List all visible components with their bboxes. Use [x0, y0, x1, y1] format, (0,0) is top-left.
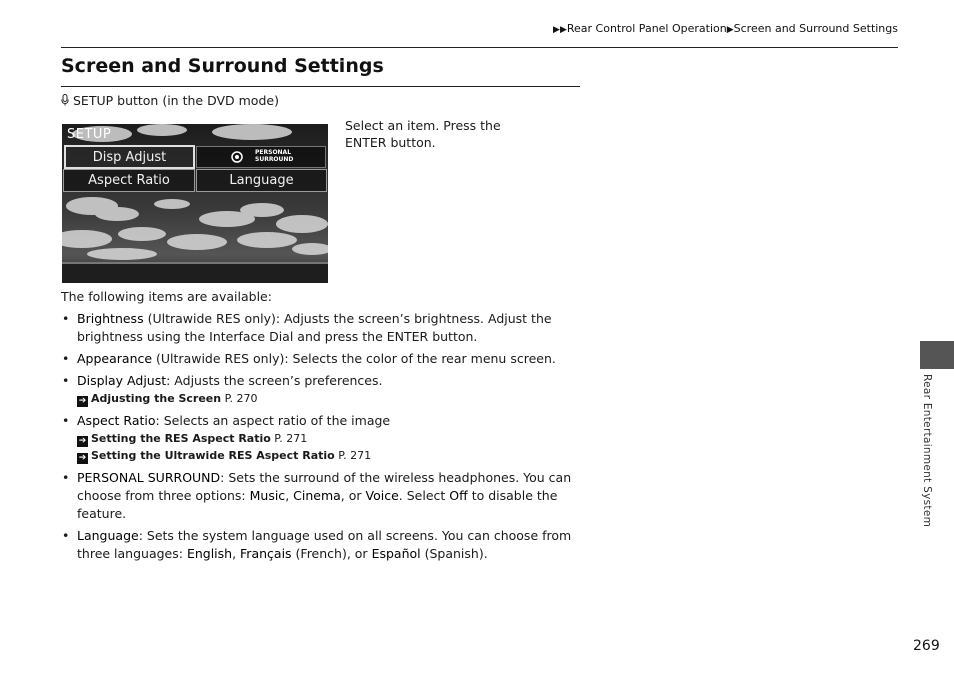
- header-rule: [61, 47, 898, 48]
- list-item-personal-surround: • PERSONAL SURROUND: Sets the surround of the wireless headphones. You can choose from three options: Music, Cinema, or Voice. Select Off to disable the feature.: [62, 469, 572, 521]
- instruction-text: Select an item. Press the ENTER button.: [345, 118, 501, 150]
- surround-icon: [231, 151, 243, 163]
- disp-adjust-label: Disp Adjust: [92, 149, 167, 165]
- section-side-label: Rear Entertainment System: [921, 374, 933, 528]
- personal-surround-label: PERSONAL SURROUND: [255, 149, 294, 163]
- menu-path: [61, 93, 279, 108]
- term-brightness: Brightness: [77, 311, 144, 326]
- menu-path-text: SETUP button (in the DVD mode): [73, 93, 279, 108]
- term-appearance: Appearance: [77, 351, 153, 366]
- list-item-appearance: • Appearance (Ultrawide RES only): Selects the color of the rear menu screen.: [62, 351, 556, 366]
- list-item-language: • Language: Sets the system language used on all screens. You can choose from three languages: English, Français (French), or Español (Spanish).: [62, 527, 572, 561]
- language-tile[interactable]: [196, 169, 327, 192]
- breadcrumb: [553, 22, 898, 35]
- triangle-right-icon: ▶: [726, 25, 734, 35]
- cross-reference[interactable]: ➔ Adjusting the Screen P. 270: [78, 392, 258, 406]
- reference-arrow-icon: ➔: [78, 435, 87, 446]
- aspect-ratio-tile[interactable]: [63, 169, 195, 192]
- triangle-right-icon: ▶▶: [553, 25, 567, 35]
- title-rule: [61, 86, 580, 87]
- section-tab-marker[interactable]: [920, 341, 954, 369]
- reference-arrow-icon: ➔: [78, 453, 87, 463]
- term-display-adjust: Display Adjust: [77, 373, 167, 388]
- language-label: Language: [229, 173, 294, 188]
- intro-text: The following items are available:: [61, 289, 272, 304]
- breadcrumb-item-screen-surround[interactable]: Screen and Surround Settings: [733, 22, 898, 35]
- microphone-icon: [61, 94, 69, 106]
- cross-reference[interactable]: ➔ Setting the Ultrawide RES Aspect Ratio P. 271: [78, 449, 372, 463]
- aspect-ratio-label: Aspect Ratio: [88, 173, 170, 188]
- list-item-aspect-ratio: • Aspect Ratio: Selects an aspect ratio of the image ➔ Setting the RES Aspect Ratio P. 271 ➔ Setting the Ultrawide RES Aspect Ratio P. 271: [61, 412, 581, 465]
- personal-surround-tile[interactable]: [196, 146, 326, 168]
- items-list: [61, 310, 581, 567]
- setup-label: SETUP: [67, 127, 112, 142]
- disp-adjust-tile[interactable]: [64, 145, 195, 169]
- page-title: Screen and Surround Settings: [61, 55, 384, 77]
- term-language: Language: [77, 527, 139, 543]
- setup-screen-image: [62, 124, 328, 283]
- reference-arrow-icon: ➔: [78, 396, 87, 406]
- term-aspect-ratio: Aspect Ratio: [77, 412, 156, 428]
- cross-reference[interactable]: ➔ Setting the RES Aspect Ratio P. 271: [78, 431, 308, 446]
- breadcrumb-item-rear-control[interactable]: Rear Control Panel Operation: [566, 22, 727, 35]
- list-item-brightness: • Brightness (Ultrawide RES only): Adjusts the screen’s brightness. Adjust the brightness using the Interface Dial and press the ENTER button.: [62, 311, 552, 344]
- term-personal-surround: PERSONAL SURROUND: [77, 469, 221, 485]
- page-number: 269: [913, 638, 940, 654]
- list-item-display-adjust: • Display Adjust: Adjusts the screen’s preferences. ➔ Adjusting the Screen P. 270: [61, 372, 581, 408]
